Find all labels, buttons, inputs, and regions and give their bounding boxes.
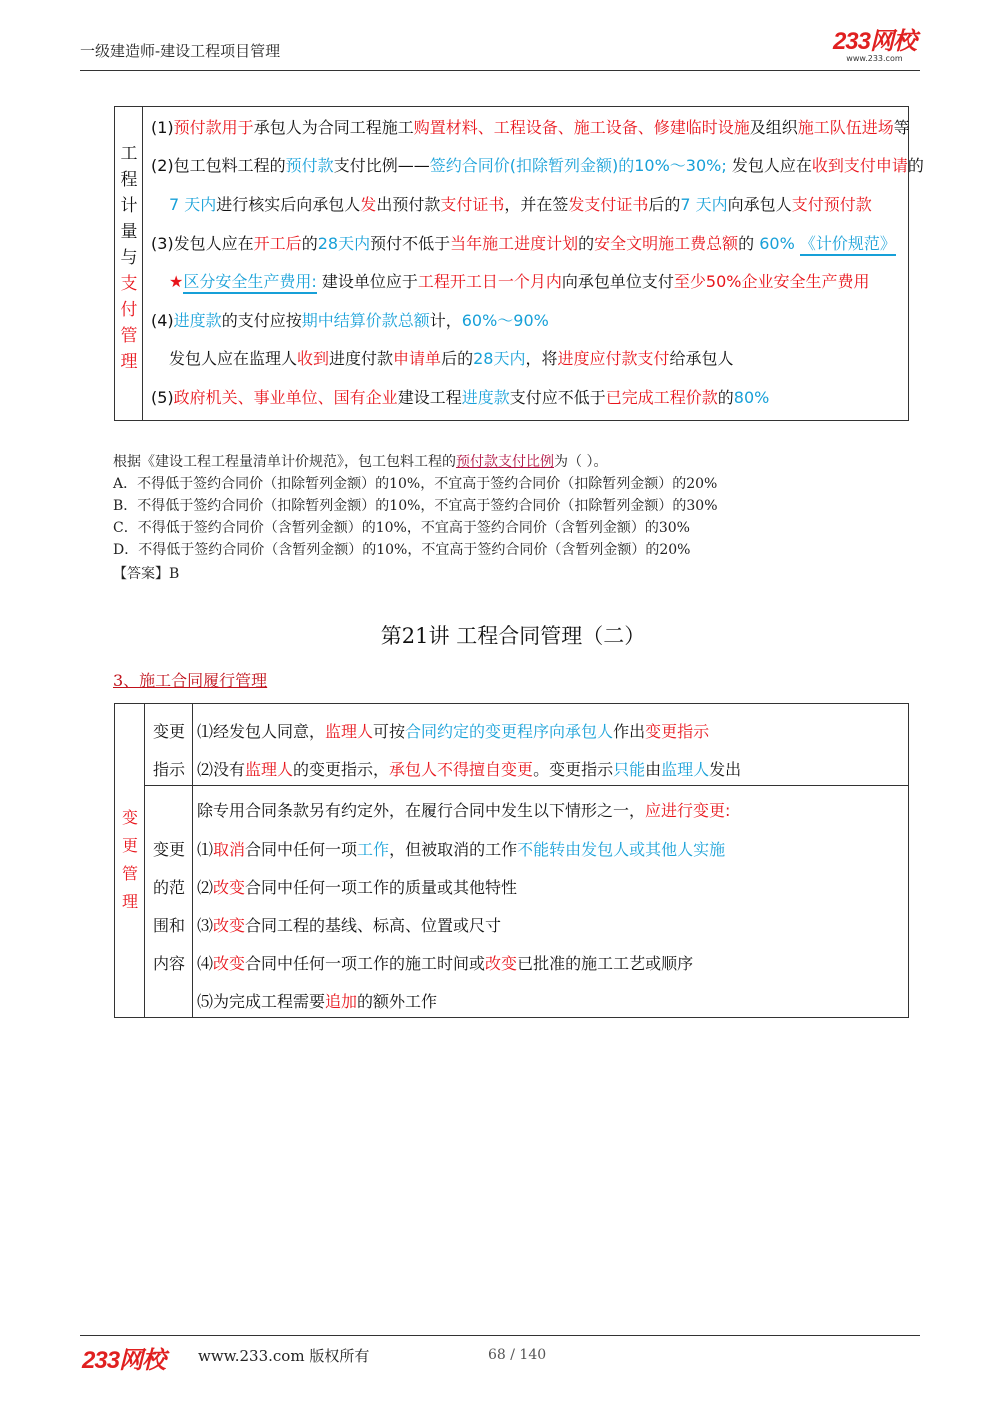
text-segment: 区分安全生产费用:: [183, 272, 316, 294]
footer-copyright: www.233.com 版权所有: [198, 1347, 370, 1365]
text-segment: (4): [151, 311, 174, 330]
text-segment: 作出: [613, 722, 646, 741]
side-label-char: 与: [120, 248, 138, 268]
table-line: [197, 878, 517, 898]
text-segment: 申请单: [393, 349, 442, 368]
text-segment: 后的: [648, 195, 681, 214]
table-line: [169, 349, 734, 369]
text-segment: 取消: [213, 840, 246, 859]
text-segment: ，但被取消的工作: [389, 840, 518, 859]
text-segment: 支付比例——: [333, 156, 430, 175]
text-segment: 监理人: [245, 760, 294, 779]
side-label-char: 管: [120, 326, 138, 346]
label-change-1: 变更: [152, 722, 185, 741]
text-segment: ⑵没有: [197, 760, 246, 779]
lecture-title: 第21讲 工程合同管理（二）: [380, 624, 646, 648]
text-segment: 7 天内: [169, 195, 217, 214]
question-stem-pre: 根据《建设工程工程量清单计价规范》，包工包料工程的: [113, 454, 456, 470]
text-segment: 28天内: [317, 234, 371, 253]
text-segment: 预付款: [285, 156, 334, 175]
text-segment: 收到: [297, 349, 330, 368]
payment-management-table: [114, 106, 924, 421]
text-segment: 给承包人: [669, 349, 734, 368]
text-segment: 不能转由发包人或其他人实施: [517, 840, 726, 859]
side-label-char: 量: [120, 222, 138, 242]
text-segment: 进度款: [173, 311, 222, 330]
text-segment: ⑴经发包人同意，: [197, 722, 326, 741]
table-label-column: [145, 704, 193, 1017]
text-segment: 的变更指示，: [293, 760, 390, 779]
header-divider: [80, 70, 920, 71]
side-label-char: 理: [121, 892, 138, 911]
text-segment: ⑵: [197, 878, 214, 897]
text-segment: 发支付证书: [568, 195, 649, 214]
text-segment: 发: [360, 195, 377, 214]
text-segment: 进行核实后向承包人: [216, 195, 361, 214]
text-segment: 7 天内: [680, 195, 728, 214]
text-segment: 向承包单位支付: [561, 272, 674, 291]
text-segment: (5): [151, 388, 174, 407]
option-d: D．不得低于签约合同价（含暂列金额）的10%，不宜高于签约合同价（含暂列金额）的20%: [113, 542, 691, 558]
text-segment: 及组织: [749, 118, 798, 137]
text-segment: 合同中任何一项工作的施工时间或: [245, 954, 486, 973]
text-segment: 由: [645, 760, 662, 779]
text-segment: 的: [717, 388, 734, 407]
text-segment: 期中结算价款总额: [301, 311, 430, 330]
text-segment: 改变: [485, 954, 518, 973]
text-segment: ⑸为完成工程需要: [197, 992, 326, 1011]
text-segment: 合同中任何一项工作的质量或其他特性: [245, 878, 518, 897]
text-segment: 收到支付申请: [811, 156, 908, 175]
text-segment: 支付证书: [440, 195, 505, 214]
text-segment: 后的: [441, 349, 474, 368]
text-segment: 的额外工作: [357, 992, 438, 1011]
text-segment: 60%～90%: [461, 311, 549, 330]
text-segment: 支付应不低于: [509, 388, 606, 407]
text-segment: 改变: [213, 916, 246, 935]
text-segment: 已批准的施工工艺或顺序: [517, 954, 694, 973]
page-number: 68 / 140: [488, 1347, 547, 1363]
text-segment: 出预付款: [376, 195, 441, 214]
text-segment: 合同中任何一项: [245, 840, 358, 859]
text-segment: 安全文明施工费总额: [594, 234, 739, 253]
text-segment: 支付预付款: [791, 195, 872, 214]
text-segment: (1): [151, 118, 174, 137]
table-line: [197, 801, 730, 821]
label-scope-1: 变更: [152, 840, 185, 859]
footer-divider: [80, 1335, 920, 1336]
text-segment: 的支付应按: [221, 311, 302, 330]
answer: 【答案】B: [113, 566, 180, 582]
text-segment: 计，: [429, 311, 462, 330]
text-segment: 的10%～30%;: [618, 156, 732, 175]
text-segment: 。变更指示: [533, 760, 614, 779]
table-line: [169, 272, 869, 292]
table-side-label: [115, 704, 145, 1017]
text-segment: 至少: [673, 272, 706, 291]
option-a: A．不得低于签约合同价（扣除暂列金额）的10%，不宜高于签约合同价（扣除暂列金额）的20%: [113, 476, 718, 492]
table-line: [151, 234, 896, 254]
text-segment: 合同工程的基线、标高、位置或尺寸: [245, 916, 502, 935]
logo-text: 233网校: [832, 28, 916, 55]
table-side-label: [115, 107, 143, 420]
text-segment: 进度付款: [329, 349, 394, 368]
text-segment: 50%企业安全生产费用: [705, 272, 870, 291]
text-segment: 合同约定的变更程序向承包人: [405, 722, 614, 741]
side-label-char: 支: [120, 274, 138, 294]
text-segment: 改变: [213, 878, 246, 897]
table-line: [197, 992, 437, 1012]
text-segment: 的: [301, 234, 318, 253]
label-scope-3: 围和: [152, 916, 185, 935]
document-header-title: 一级建造师-建设工程项目管理: [80, 42, 281, 60]
text-segment: 追加: [325, 992, 358, 1011]
text-segment: 等: [893, 118, 910, 137]
text-segment: 《计价规范》: [800, 234, 896, 256]
text-segment: 签约合同价(扣除暂列金额): [429, 156, 619, 175]
brand-logo: [833, 30, 916, 64]
text-segment: 开工后: [253, 234, 302, 253]
question-stem: [113, 452, 607, 472]
row-divider: [145, 785, 908, 786]
text-segment: 的: [578, 234, 595, 253]
table-line: [197, 760, 741, 780]
text-segment: ，并在签: [504, 195, 569, 214]
text-segment: 应进行变更:: [645, 801, 731, 820]
text-segment: 承包人不得擅自变更: [389, 760, 534, 779]
side-label-char: 付: [120, 300, 138, 320]
text-segment: 向承包人: [727, 195, 792, 214]
label-scope-4: 内容: [152, 954, 185, 973]
text-segment: (2)包工包料工程的: [151, 156, 286, 175]
text-segment: 进度款: [461, 388, 510, 407]
text-segment: (3)发包人应在: [151, 234, 254, 253]
text-segment: 监理人: [325, 722, 374, 741]
table-line: [151, 311, 549, 331]
question-keyword: 预付款支付比例: [456, 454, 554, 470]
label-change-2: 指示: [152, 760, 185, 779]
table-line: [169, 195, 872, 215]
text-segment: 预付款用于: [173, 118, 254, 137]
option-b: B．不得低于签约合同价（扣除暂列金额）的10%，不宜高于签约合同价（扣除暂列金额）的30%: [113, 498, 718, 514]
footer-logo: 233网校: [82, 1347, 166, 1374]
text-segment: 改变: [213, 954, 246, 973]
text-segment: 进度应付款支付: [557, 349, 670, 368]
section-title: 3、施工合同履行管理: [113, 671, 268, 690]
side-label-char: 变: [121, 808, 138, 827]
text-segment: 工作: [357, 840, 390, 859]
text-segment: 监理人: [661, 760, 710, 779]
text-segment: 的: [738, 234, 760, 253]
text-segment: 28天内: [473, 349, 526, 368]
text-segment: 工程开工日一个月内: [417, 272, 562, 291]
text-segment: 发包人应在监理人: [169, 349, 298, 368]
text-segment: 施工队伍进场: [797, 118, 894, 137]
table-line: [151, 156, 924, 176]
text-segment: ⑶: [197, 916, 214, 935]
table-line: [197, 916, 501, 936]
text-segment: 发包人应在: [731, 156, 812, 175]
text-segment: 政府机关、事业单位、国有企业: [173, 388, 398, 407]
table-line: [197, 840, 725, 860]
text-segment: 只能: [613, 760, 646, 779]
text-segment: 可按: [373, 722, 406, 741]
text-segment: 80%: [733, 388, 770, 407]
text-segment: 建设工程: [397, 388, 462, 407]
side-label-char: 更: [121, 836, 138, 855]
text-segment: 已完成工程价款: [605, 388, 718, 407]
text-segment: 除专用合同条款另有约定外，在履行合同中发生以下情形之一，: [197, 801, 646, 820]
text-segment: 预付不低于: [370, 234, 451, 253]
side-label-char: 工: [120, 144, 138, 164]
side-label-char: 理: [120, 352, 138, 372]
text-segment: 变更指示: [645, 722, 710, 741]
text-segment: 当年施工进度计划: [450, 234, 579, 253]
text-segment: ⑴: [197, 840, 214, 859]
option-c: C．不得低于签约合同价（含暂列金额）的10%，不宜高于签约合同价（含暂列金额）的30%: [113, 520, 690, 536]
text-segment: 承包人为合同工程施工: [253, 118, 414, 137]
table-line: [197, 954, 693, 974]
text-segment: 60%: [759, 234, 795, 253]
logo-url: www.233.com: [846, 54, 903, 63]
text-segment: ★: [169, 272, 184, 291]
table-line: [151, 388, 769, 408]
side-label-char: 管: [121, 864, 138, 883]
text-segment: 发出: [709, 760, 742, 779]
change-management-table: [114, 703, 909, 1018]
text-segment: 建设单位应于: [316, 272, 418, 291]
side-label-char: 程: [120, 170, 138, 190]
table-line: [197, 722, 709, 742]
text-segment: 购置材料、工程设备、施工设备、修建临时设施: [413, 118, 750, 137]
table-line: [151, 118, 910, 138]
text-segment: ，将: [525, 349, 558, 368]
text-segment: ⑷: [197, 954, 214, 973]
label-scope-2: 的范: [152, 878, 185, 897]
question-stem-post: 为（ ）。: [554, 454, 608, 470]
text-segment: 的: [907, 156, 924, 175]
side-label-char: 计: [120, 196, 138, 216]
